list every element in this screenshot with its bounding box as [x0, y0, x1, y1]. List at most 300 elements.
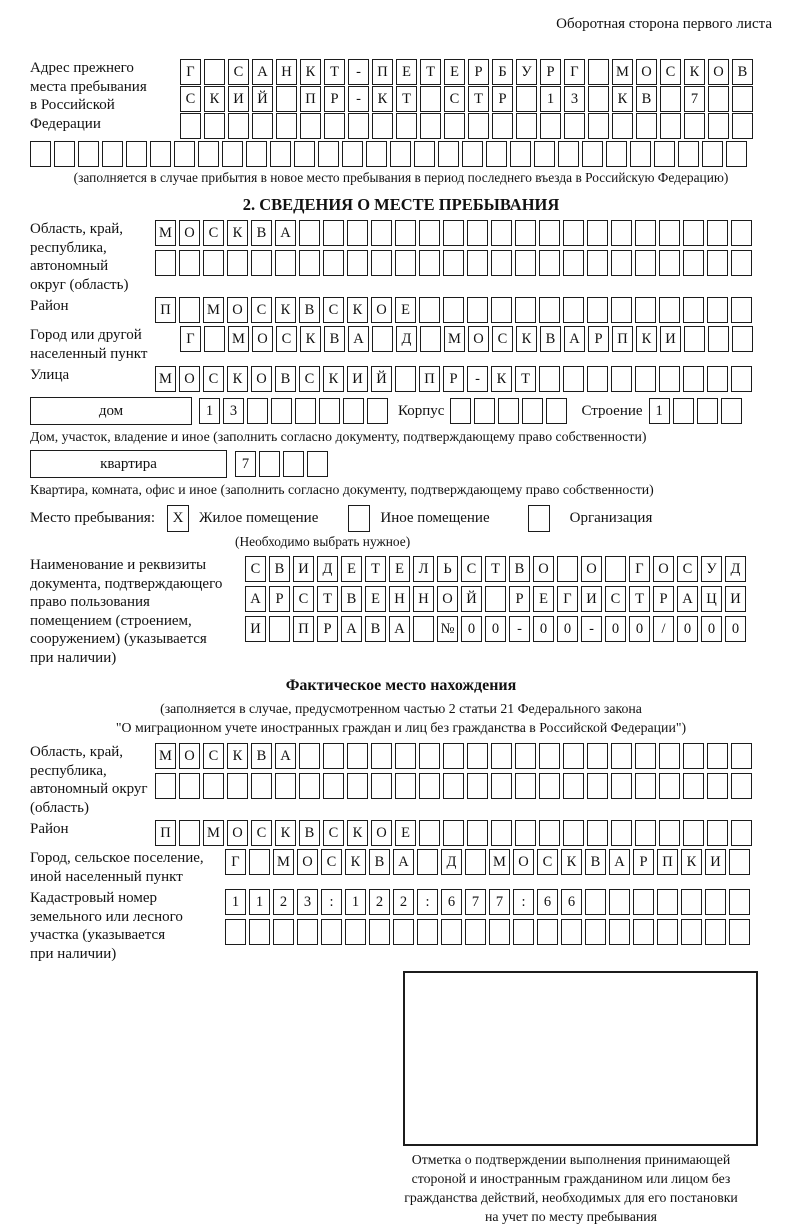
char-cell[interactable]: Д [317, 556, 338, 582]
char-cell[interactable] [299, 220, 320, 246]
char-cell[interactable]: 0 [533, 616, 554, 642]
char-cell[interactable] [537, 919, 558, 945]
char-cell[interactable]: А [245, 586, 266, 612]
char-cell[interactable]: М [155, 366, 176, 392]
char-cell[interactable] [585, 919, 606, 945]
char-cell[interactable]: С [660, 59, 681, 85]
char-cell[interactable] [611, 743, 632, 769]
char-cell[interactable]: И [725, 586, 746, 612]
char-cell[interactable]: 1 [199, 398, 220, 424]
char-cell[interactable] [654, 141, 675, 167]
char-cell[interactable] [498, 398, 519, 424]
char-cell[interactable]: А [389, 616, 410, 642]
char-cell[interactable] [491, 220, 512, 246]
char-cell[interactable] [539, 297, 560, 323]
char-cell[interactable] [611, 366, 632, 392]
char-cell[interactable]: К [345, 849, 366, 875]
char-cell[interactable]: А [275, 743, 296, 769]
char-cell[interactable] [659, 366, 680, 392]
char-cell[interactable] [395, 366, 416, 392]
char-cell[interactable] [393, 919, 414, 945]
char-cell[interactable]: Е [341, 556, 362, 582]
char-cell[interactable]: С [677, 556, 698, 582]
char-cell[interactable] [707, 773, 728, 799]
char-cell[interactable] [420, 86, 441, 112]
char-cell[interactable]: А [609, 849, 630, 875]
char-cell[interactable] [539, 250, 560, 276]
char-cell[interactable] [283, 451, 304, 477]
char-cell[interactable]: К [612, 86, 633, 112]
char-cell[interactable] [275, 250, 296, 276]
char-cell[interactable]: Г [557, 586, 578, 612]
char-cell[interactable]: Н [413, 586, 434, 612]
char-cell[interactable] [491, 743, 512, 769]
char-cell[interactable] [417, 849, 438, 875]
char-cell[interactable]: 6 [537, 889, 558, 915]
char-cell[interactable]: Г [225, 849, 246, 875]
char-cell[interactable] [342, 141, 363, 167]
char-cell[interactable] [539, 773, 560, 799]
char-cell[interactable] [395, 773, 416, 799]
char-cell[interactable] [179, 297, 200, 323]
char-cell[interactable] [635, 743, 656, 769]
char-cell[interactable] [366, 141, 387, 167]
char-cell[interactable] [259, 451, 280, 477]
char-cell[interactable]: 0 [485, 616, 506, 642]
char-cell[interactable] [227, 250, 248, 276]
char-cell[interactable] [563, 220, 584, 246]
char-cell[interactable] [444, 113, 465, 139]
char-cell[interactable]: Р [269, 586, 290, 612]
char-cell[interactable] [204, 113, 225, 139]
char-cell[interactable]: Р [588, 326, 609, 352]
char-cell[interactable] [587, 820, 608, 846]
char-cell[interactable] [563, 297, 584, 323]
char-cell[interactable] [390, 141, 411, 167]
char-cell[interactable] [297, 919, 318, 945]
char-cell[interactable] [491, 820, 512, 846]
char-cell[interactable] [606, 141, 627, 167]
char-cell[interactable] [318, 141, 339, 167]
char-cell[interactable] [467, 220, 488, 246]
char-cell[interactable]: В [341, 586, 362, 612]
char-cell[interactable]: О [437, 586, 458, 612]
char-cell[interactable] [203, 250, 224, 276]
char-cell[interactable]: Е [395, 820, 416, 846]
char-cell[interactable]: 0 [557, 616, 578, 642]
char-cell[interactable]: К [204, 86, 225, 112]
char-cell[interactable]: В [269, 556, 290, 582]
char-cell[interactable] [558, 141, 579, 167]
char-cell[interactable] [697, 398, 718, 424]
char-cell[interactable] [420, 326, 441, 352]
char-cell[interactable]: Й [461, 586, 482, 612]
char-cell[interactable] [299, 743, 320, 769]
char-cell[interactable]: Р [633, 849, 654, 875]
char-cell[interactable]: О [179, 743, 200, 769]
char-cell[interactable] [587, 743, 608, 769]
char-cell[interactable] [683, 250, 704, 276]
char-cell[interactable] [371, 773, 392, 799]
char-cell[interactable]: К [300, 326, 321, 352]
char-cell[interactable] [323, 773, 344, 799]
char-cell[interactable] [443, 820, 464, 846]
char-cell[interactable] [683, 820, 704, 846]
char-cell[interactable]: С [251, 820, 272, 846]
char-cell[interactable]: К [275, 297, 296, 323]
char-cell[interactable] [443, 250, 464, 276]
char-cell[interactable] [534, 141, 555, 167]
char-cell[interactable]: С [323, 297, 344, 323]
char-cell[interactable]: Н [276, 59, 297, 85]
char-cell[interactable] [563, 743, 584, 769]
char-cell[interactable]: Е [395, 297, 416, 323]
char-cell[interactable] [347, 743, 368, 769]
char-cell[interactable]: - [509, 616, 530, 642]
organizatsiya-checkbox[interactable] [528, 505, 550, 532]
char-cell[interactable] [557, 556, 578, 582]
char-cell[interactable] [198, 141, 219, 167]
char-cell[interactable] [126, 141, 147, 167]
char-cell[interactable] [705, 919, 726, 945]
char-cell[interactable] [515, 250, 536, 276]
char-cell[interactable]: Р [492, 86, 513, 112]
char-cell[interactable] [276, 113, 297, 139]
char-cell[interactable]: В [275, 366, 296, 392]
char-cell[interactable]: Т [420, 59, 441, 85]
char-cell[interactable]: В [369, 849, 390, 875]
char-cell[interactable]: О [581, 556, 602, 582]
char-cell[interactable] [588, 86, 609, 112]
char-cell[interactable]: И [660, 326, 681, 352]
char-cell[interactable] [395, 250, 416, 276]
char-cell[interactable] [441, 919, 462, 945]
char-cell[interactable] [563, 773, 584, 799]
char-cell[interactable]: С [605, 586, 626, 612]
char-cell[interactable] [729, 919, 750, 945]
char-cell[interactable]: Р [443, 366, 464, 392]
char-cell[interactable]: А [564, 326, 585, 352]
char-cell[interactable] [485, 586, 506, 612]
char-cell[interactable] [707, 297, 728, 323]
char-cell[interactable]: А [252, 59, 273, 85]
char-cell[interactable] [588, 113, 609, 139]
char-cell[interactable] [539, 366, 560, 392]
char-cell[interactable] [635, 297, 656, 323]
char-cell[interactable] [707, 220, 728, 246]
char-cell[interactable]: М [155, 743, 176, 769]
char-cell[interactable]: 3 [223, 398, 244, 424]
char-cell[interactable] [271, 398, 292, 424]
char-cell[interactable]: О [468, 326, 489, 352]
char-cell[interactable]: О [179, 366, 200, 392]
char-cell[interactable] [515, 773, 536, 799]
char-cell[interactable] [660, 86, 681, 112]
char-cell[interactable] [539, 220, 560, 246]
char-cell[interactable]: 7 [465, 889, 486, 915]
char-cell[interactable] [563, 366, 584, 392]
char-cell[interactable]: Т [317, 586, 338, 612]
char-cell[interactable]: Д [725, 556, 746, 582]
char-cell[interactable]: П [155, 820, 176, 846]
char-cell[interactable]: О [297, 849, 318, 875]
char-cell[interactable] [450, 398, 471, 424]
char-cell[interactable] [726, 141, 747, 167]
char-cell[interactable]: Т [485, 556, 506, 582]
char-cell[interactable] [681, 919, 702, 945]
char-cell[interactable]: 7 [684, 86, 705, 112]
char-cell[interactable] [343, 398, 364, 424]
char-cell[interactable]: В [365, 616, 386, 642]
char-cell[interactable]: 3 [564, 86, 585, 112]
char-cell[interactable] [515, 220, 536, 246]
char-cell[interactable] [275, 773, 296, 799]
char-cell[interactable] [707, 366, 728, 392]
char-cell[interactable]: К [227, 743, 248, 769]
char-cell[interactable] [683, 773, 704, 799]
char-cell[interactable] [467, 820, 488, 846]
char-cell[interactable] [417, 919, 438, 945]
char-cell[interactable] [684, 113, 705, 139]
char-cell[interactable] [465, 919, 486, 945]
char-cell[interactable] [323, 220, 344, 246]
char-cell[interactable] [270, 141, 291, 167]
char-cell[interactable]: Й [252, 86, 273, 112]
char-cell[interactable] [489, 919, 510, 945]
char-cell[interactable]: 3 [297, 889, 318, 915]
char-cell[interactable] [635, 220, 656, 246]
char-cell[interactable] [673, 398, 694, 424]
char-cell[interactable]: А [348, 326, 369, 352]
char-cell[interactable] [659, 297, 680, 323]
char-cell[interactable]: С [321, 849, 342, 875]
char-cell[interactable]: Ь [437, 556, 458, 582]
char-cell[interactable] [347, 220, 368, 246]
char-cell[interactable]: А [677, 586, 698, 612]
char-cell[interactable] [708, 86, 729, 112]
char-cell[interactable] [468, 113, 489, 139]
char-cell[interactable] [657, 889, 678, 915]
char-cell[interactable] [587, 773, 608, 799]
char-cell[interactable]: Д [396, 326, 417, 352]
char-cell[interactable]: Г [564, 59, 585, 85]
char-cell[interactable]: Е [396, 59, 417, 85]
char-cell[interactable]: П [300, 86, 321, 112]
char-cell[interactable] [443, 773, 464, 799]
char-cell[interactable]: Е [533, 586, 554, 612]
char-cell[interactable] [611, 297, 632, 323]
char-cell[interactable]: : [513, 889, 534, 915]
char-cell[interactable] [678, 141, 699, 167]
char-cell[interactable] [227, 773, 248, 799]
char-cell[interactable] [294, 141, 315, 167]
char-cell[interactable] [539, 820, 560, 846]
char-cell[interactable]: Т [396, 86, 417, 112]
char-cell[interactable] [588, 59, 609, 85]
char-cell[interactable] [299, 250, 320, 276]
char-cell[interactable]: К [227, 220, 248, 246]
char-cell[interactable]: С [492, 326, 513, 352]
char-cell[interactable]: К [516, 326, 537, 352]
char-cell[interactable] [729, 849, 750, 875]
char-cell[interactable] [347, 250, 368, 276]
char-cell[interactable]: М [228, 326, 249, 352]
char-cell[interactable]: И [581, 586, 602, 612]
char-cell[interactable] [683, 366, 704, 392]
char-cell[interactable] [78, 141, 99, 167]
char-cell[interactable]: К [227, 366, 248, 392]
char-cell[interactable]: Л [413, 556, 434, 582]
char-cell[interactable] [299, 773, 320, 799]
char-cell[interactable]: М [444, 326, 465, 352]
char-cell[interactable]: О [513, 849, 534, 875]
char-cell[interactable] [611, 250, 632, 276]
char-cell[interactable]: С [293, 586, 314, 612]
char-cell[interactable]: М [273, 849, 294, 875]
char-cell[interactable] [659, 820, 680, 846]
char-cell[interactable] [204, 59, 225, 85]
char-cell[interactable] [611, 773, 632, 799]
char-cell[interactable]: : [417, 889, 438, 915]
char-cell[interactable]: М [155, 220, 176, 246]
char-cell[interactable] [732, 86, 753, 112]
char-cell[interactable] [630, 141, 651, 167]
char-cell[interactable] [179, 250, 200, 276]
char-cell[interactable]: С [203, 743, 224, 769]
char-cell[interactable]: 0 [677, 616, 698, 642]
char-cell[interactable] [659, 220, 680, 246]
char-cell[interactable] [486, 141, 507, 167]
char-cell[interactable]: К [491, 366, 512, 392]
char-cell[interactable]: 1 [540, 86, 561, 112]
char-cell[interactable] [659, 743, 680, 769]
char-cell[interactable] [180, 113, 201, 139]
char-cell[interactable] [247, 398, 268, 424]
char-cell[interactable]: С [299, 366, 320, 392]
char-cell[interactable]: К [684, 59, 705, 85]
char-cell[interactable] [540, 113, 561, 139]
char-cell[interactable] [395, 743, 416, 769]
char-cell[interactable]: 6 [441, 889, 462, 915]
char-cell[interactable] [732, 326, 753, 352]
char-cell[interactable] [731, 297, 752, 323]
char-cell[interactable] [492, 113, 513, 139]
char-cell[interactable]: В [251, 743, 272, 769]
char-cell[interactable] [582, 141, 603, 167]
char-cell[interactable]: - [581, 616, 602, 642]
char-cell[interactable] [295, 398, 316, 424]
char-cell[interactable] [276, 86, 297, 112]
char-cell[interactable] [319, 398, 340, 424]
char-cell[interactable] [609, 889, 630, 915]
char-cell[interactable] [491, 297, 512, 323]
char-cell[interactable] [54, 141, 75, 167]
char-cell[interactable]: К [300, 59, 321, 85]
char-cell[interactable] [633, 889, 654, 915]
char-cell[interactable]: Т [629, 586, 650, 612]
char-cell[interactable]: О [636, 59, 657, 85]
char-cell[interactable] [414, 141, 435, 167]
char-cell[interactable] [539, 743, 560, 769]
char-cell[interactable] [467, 250, 488, 276]
char-cell[interactable] [307, 451, 328, 477]
char-cell[interactable]: А [341, 616, 362, 642]
char-cell[interactable] [684, 326, 705, 352]
char-cell[interactable] [633, 919, 654, 945]
char-cell[interactable]: О [179, 220, 200, 246]
char-cell[interactable] [419, 220, 440, 246]
char-cell[interactable]: С [444, 86, 465, 112]
char-cell[interactable]: С [245, 556, 266, 582]
char-cell[interactable]: С [461, 556, 482, 582]
char-cell[interactable]: П [612, 326, 633, 352]
char-cell[interactable] [150, 141, 171, 167]
char-cell[interactable] [345, 919, 366, 945]
char-cell[interactable] [249, 919, 270, 945]
char-cell[interactable] [702, 141, 723, 167]
char-cell[interactable]: К [636, 326, 657, 352]
char-cell[interactable]: Р [468, 59, 489, 85]
inoe-checkbox[interactable] [348, 505, 370, 532]
char-cell[interactable]: 7 [489, 889, 510, 915]
char-cell[interactable]: О [371, 297, 392, 323]
char-cell[interactable] [659, 773, 680, 799]
char-cell[interactable]: № [437, 616, 458, 642]
char-cell[interactable] [419, 743, 440, 769]
char-cell[interactable]: К [561, 849, 582, 875]
char-cell[interactable] [467, 297, 488, 323]
char-cell[interactable] [419, 773, 440, 799]
char-cell[interactable] [251, 250, 272, 276]
char-cell[interactable]: : [321, 889, 342, 915]
char-cell[interactable]: В [324, 326, 345, 352]
char-cell[interactable] [729, 889, 750, 915]
char-cell[interactable] [228, 113, 249, 139]
char-cell[interactable]: О [708, 59, 729, 85]
char-cell[interactable]: К [347, 820, 368, 846]
char-cell[interactable] [269, 616, 290, 642]
char-cell[interactable] [465, 849, 486, 875]
char-cell[interactable] [657, 919, 678, 945]
char-cell[interactable] [635, 250, 656, 276]
char-cell[interactable]: Р [653, 586, 674, 612]
char-cell[interactable] [609, 919, 630, 945]
char-cell[interactable] [563, 820, 584, 846]
char-cell[interactable]: Е [444, 59, 465, 85]
char-cell[interactable]: П [293, 616, 314, 642]
char-cell[interactable] [203, 773, 224, 799]
char-cell[interactable] [587, 250, 608, 276]
char-cell[interactable]: 7 [235, 451, 256, 477]
char-cell[interactable]: О [227, 297, 248, 323]
char-cell[interactable] [683, 743, 704, 769]
char-cell[interactable]: У [701, 556, 722, 582]
char-cell[interactable] [323, 743, 344, 769]
char-cell[interactable]: - [467, 366, 488, 392]
char-cell[interactable]: К [681, 849, 702, 875]
char-cell[interactable]: С [276, 326, 297, 352]
char-cell[interactable]: В [540, 326, 561, 352]
char-cell[interactable]: - [348, 86, 369, 112]
char-cell[interactable] [635, 820, 656, 846]
char-cell[interactable] [371, 743, 392, 769]
char-cell[interactable] [683, 297, 704, 323]
char-cell[interactable]: 1 [345, 889, 366, 915]
char-cell[interactable]: Г [629, 556, 650, 582]
char-cell[interactable] [659, 250, 680, 276]
char-cell[interactable] [222, 141, 243, 167]
char-cell[interactable]: И [245, 616, 266, 642]
